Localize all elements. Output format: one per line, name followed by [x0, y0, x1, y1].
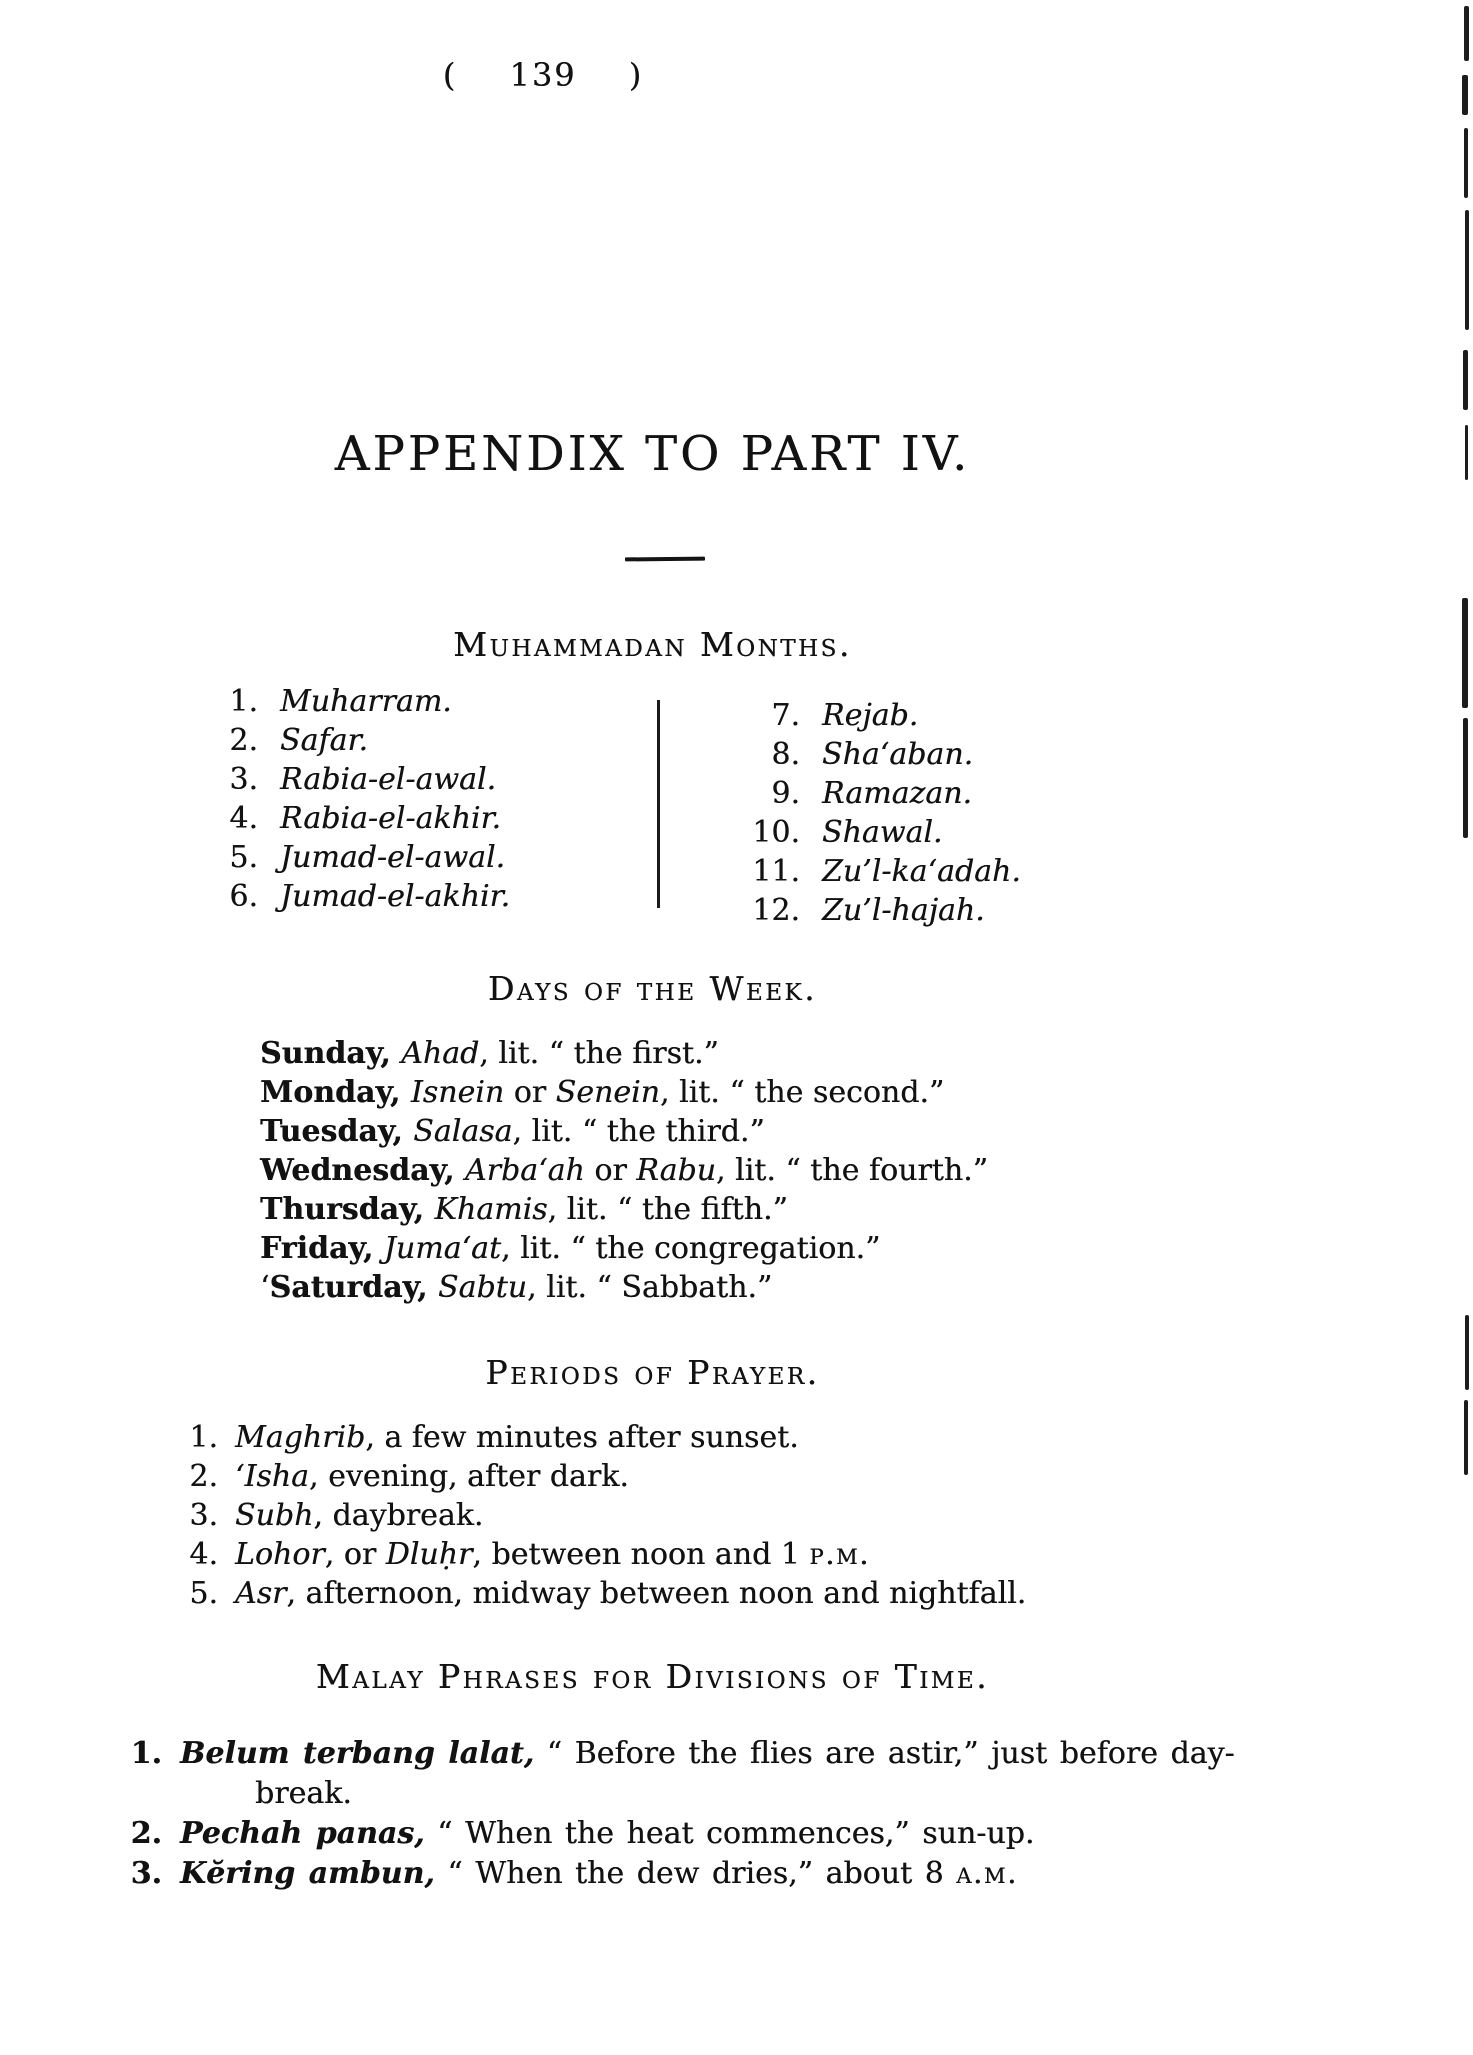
prayer-item: [150, 1574, 1250, 1613]
month-name: Zu’l-hajah.: [822, 893, 985, 928]
month-number: 10.: [752, 815, 800, 850]
text-segment: “ When the heat commences,” sun-up.: [424, 1816, 1035, 1851]
month-number: 5.: [229, 840, 258, 875]
prayer-text: [235, 1457, 629, 1496]
title-rule: [625, 557, 705, 562]
scan-mark: [1463, 718, 1468, 838]
month-number: 2.: [229, 723, 258, 758]
month-item: [715, 696, 1145, 735]
month-item: [715, 813, 1145, 852]
text-segment: , lit. “ the third.”: [512, 1114, 765, 1149]
text-segment: Asr: [235, 1576, 287, 1611]
page-title: APPENDIX TO PART IV.: [334, 426, 971, 482]
text-segment: , afternoon, midway between noon and nightfall.: [286, 1576, 1027, 1611]
month-item: [715, 852, 1145, 891]
text-segment: Kĕring ambun,: [180, 1856, 435, 1891]
prayer-item: [150, 1418, 1250, 1457]
month-name: Safar.: [280, 723, 369, 758]
month-number: 3.: [229, 762, 258, 797]
month-name: Ramazan.: [822, 776, 973, 811]
text-segment: , evening, after dark.: [309, 1459, 629, 1494]
prayer-item: [150, 1535, 1250, 1574]
prayer-number: 4.: [189, 1537, 218, 1572]
month-name: Rejab.: [822, 698, 919, 733]
prayer-number: 2.: [189, 1459, 218, 1494]
month-number: 7.: [771, 698, 800, 733]
phrase-number: 2.: [130, 1816, 162, 1851]
month-number: 6.: [229, 879, 258, 914]
month-item: [170, 721, 640, 760]
text-segment: or: [584, 1153, 637, 1188]
month-number: 1.: [229, 684, 258, 719]
phrase-text: [180, 1814, 1034, 1854]
day-item: [260, 1229, 1260, 1268]
text-segment: a.m.: [956, 1856, 1018, 1891]
text-segment: Sunday,: [260, 1036, 402, 1071]
text-segment: Ahad: [401, 1036, 480, 1071]
month-item: [170, 799, 640, 838]
day-item: [260, 1190, 1260, 1229]
month-number: 9.: [771, 776, 800, 811]
text-segment: Subh: [235, 1498, 314, 1533]
text-segment: Saturday,: [269, 1270, 438, 1305]
month-number: 8.: [771, 737, 800, 772]
scan-mark: [1464, 1400, 1468, 1475]
text-segment: , lit. “ the fifth.”: [547, 1192, 788, 1227]
phrase-text: [180, 1734, 1235, 1774]
month-item: [170, 760, 640, 799]
text-segment: , or: [324, 1537, 386, 1572]
phrase-continuation: break.: [255, 1776, 352, 1811]
text-segment: , lit. “ the first.”: [479, 1036, 719, 1071]
scan-mark: [1465, 210, 1469, 330]
scan-mark: [1465, 425, 1468, 480]
text-segment: or: [504, 1075, 556, 1110]
text-segment: Salasa: [413, 1114, 513, 1149]
month-name: Shaʻaban.: [822, 737, 974, 772]
months-list-left: [170, 682, 640, 916]
malay-phrase-item: [100, 1734, 1300, 1774]
day-item: [260, 1112, 1260, 1151]
month-number: 11.: [752, 854, 800, 889]
text-segment: Sabtu: [438, 1270, 528, 1305]
malay-phrase-item: [100, 1854, 1300, 1894]
scan-mark: [1463, 350, 1468, 410]
text-segment: p.m.: [809, 1537, 871, 1572]
text-segment: Arbaʻah: [464, 1153, 585, 1188]
day-item: [260, 1151, 1260, 1190]
text-segment: Jumaʻat: [383, 1231, 502, 1266]
month-name: Shawal.: [822, 815, 943, 850]
malay-phrase-item: [100, 1814, 1300, 1854]
day-item: [260, 1034, 1260, 1073]
text-segment: Maghrib: [235, 1420, 366, 1455]
prayer-number: 3.: [189, 1498, 218, 1533]
section-heading-months: Muhammadan Months.: [453, 625, 852, 664]
prayer-text: [235, 1418, 799, 1457]
month-item: [715, 774, 1145, 813]
prayer-number: 5.: [189, 1576, 218, 1611]
text-segment: Rabu: [636, 1153, 716, 1188]
scan-mark: [1464, 6, 1469, 61]
prayers-list: [150, 1418, 1250, 1613]
text-segment: Wednesday,: [260, 1153, 465, 1188]
text-segment: Lohor: [235, 1537, 325, 1572]
text-segment: Friday,: [260, 1231, 384, 1266]
month-name: Rabia-el-awal.: [280, 762, 497, 797]
month-item: [170, 838, 640, 877]
scan-mark: [1462, 598, 1468, 708]
phrase-text: [180, 1854, 1018, 1894]
phrase-number: 3.: [130, 1856, 162, 1891]
text-segment: , lit. “ the congregation.”: [501, 1231, 881, 1266]
month-item: [170, 877, 640, 916]
text-segment: , between noon and 1: [472, 1537, 810, 1572]
phrase-number: 1.: [130, 1736, 162, 1771]
month-name: Zu’l-kaʻadah.: [822, 854, 1021, 889]
days-list: [260, 1034, 1260, 1307]
text-segment: Pechah panas,: [180, 1816, 425, 1851]
prayer-text: [235, 1535, 870, 1574]
month-name: Muharram.: [280, 684, 452, 719]
text-segment: , lit. “ Sabbath.”: [527, 1270, 773, 1305]
prayer-item: [150, 1457, 1250, 1496]
month-number: 12.: [752, 893, 800, 928]
text-segment: Dluḥr: [385, 1537, 473, 1572]
months-list-right: [715, 696, 1145, 930]
scan-mark: [1465, 1315, 1469, 1390]
section-heading-prayers: Periods of Prayer.: [485, 1353, 820, 1392]
section-heading-days: Days of the Week.: [487, 969, 818, 1008]
text-segment: Senein: [555, 1075, 660, 1110]
text-segment: Isnein: [410, 1075, 505, 1110]
text-segment: Belum terbang lalat,: [180, 1736, 535, 1771]
prayer-text: [235, 1496, 483, 1535]
text-segment: ‘: [260, 1270, 270, 1305]
section-heading-malay-phrases: Malay Phrases for Divisions of Time.: [315, 1657, 990, 1696]
page-number: ( 139 ): [442, 56, 644, 94]
text-segment: , daybreak.: [313, 1498, 484, 1533]
text-segment: Monday,: [260, 1075, 411, 1110]
column-divider: [657, 700, 660, 908]
text-segment: , a few minutes after sunset.: [365, 1420, 799, 1455]
month-number: 4.: [229, 801, 258, 836]
text-segment: Khamis: [434, 1192, 548, 1227]
text-segment: , lit. “ the second.”: [659, 1075, 945, 1110]
prayer-number: 1.: [189, 1420, 218, 1455]
text-segment: ʻIsha: [235, 1459, 309, 1494]
malay-phrases-list: [100, 1734, 1300, 1894]
scan-mark: [1464, 128, 1468, 198]
month-name: Jumad-el-awal.: [280, 840, 506, 875]
text-segment: Tuesday,: [260, 1114, 414, 1149]
prayer-text: [235, 1574, 1026, 1613]
day-item: [260, 1073, 1260, 1112]
text-segment: “ Before the flies are astir,” just before day-: [534, 1736, 1235, 1771]
text-segment: “ When the dew dries,” about 8: [434, 1856, 957, 1891]
month-name: Rabia-el-akhir.: [280, 801, 502, 836]
month-name: Jumad-el-akhir.: [280, 879, 511, 914]
prayer-item: [150, 1496, 1250, 1535]
scan-mark: [1462, 75, 1468, 115]
text-segment: Thursday,: [260, 1192, 435, 1227]
day-item: [260, 1268, 1260, 1307]
month-item: [715, 735, 1145, 774]
month-item: [715, 891, 1145, 930]
month-item: [170, 682, 640, 721]
text-segment: , lit. “ the fourth.”: [715, 1153, 988, 1188]
